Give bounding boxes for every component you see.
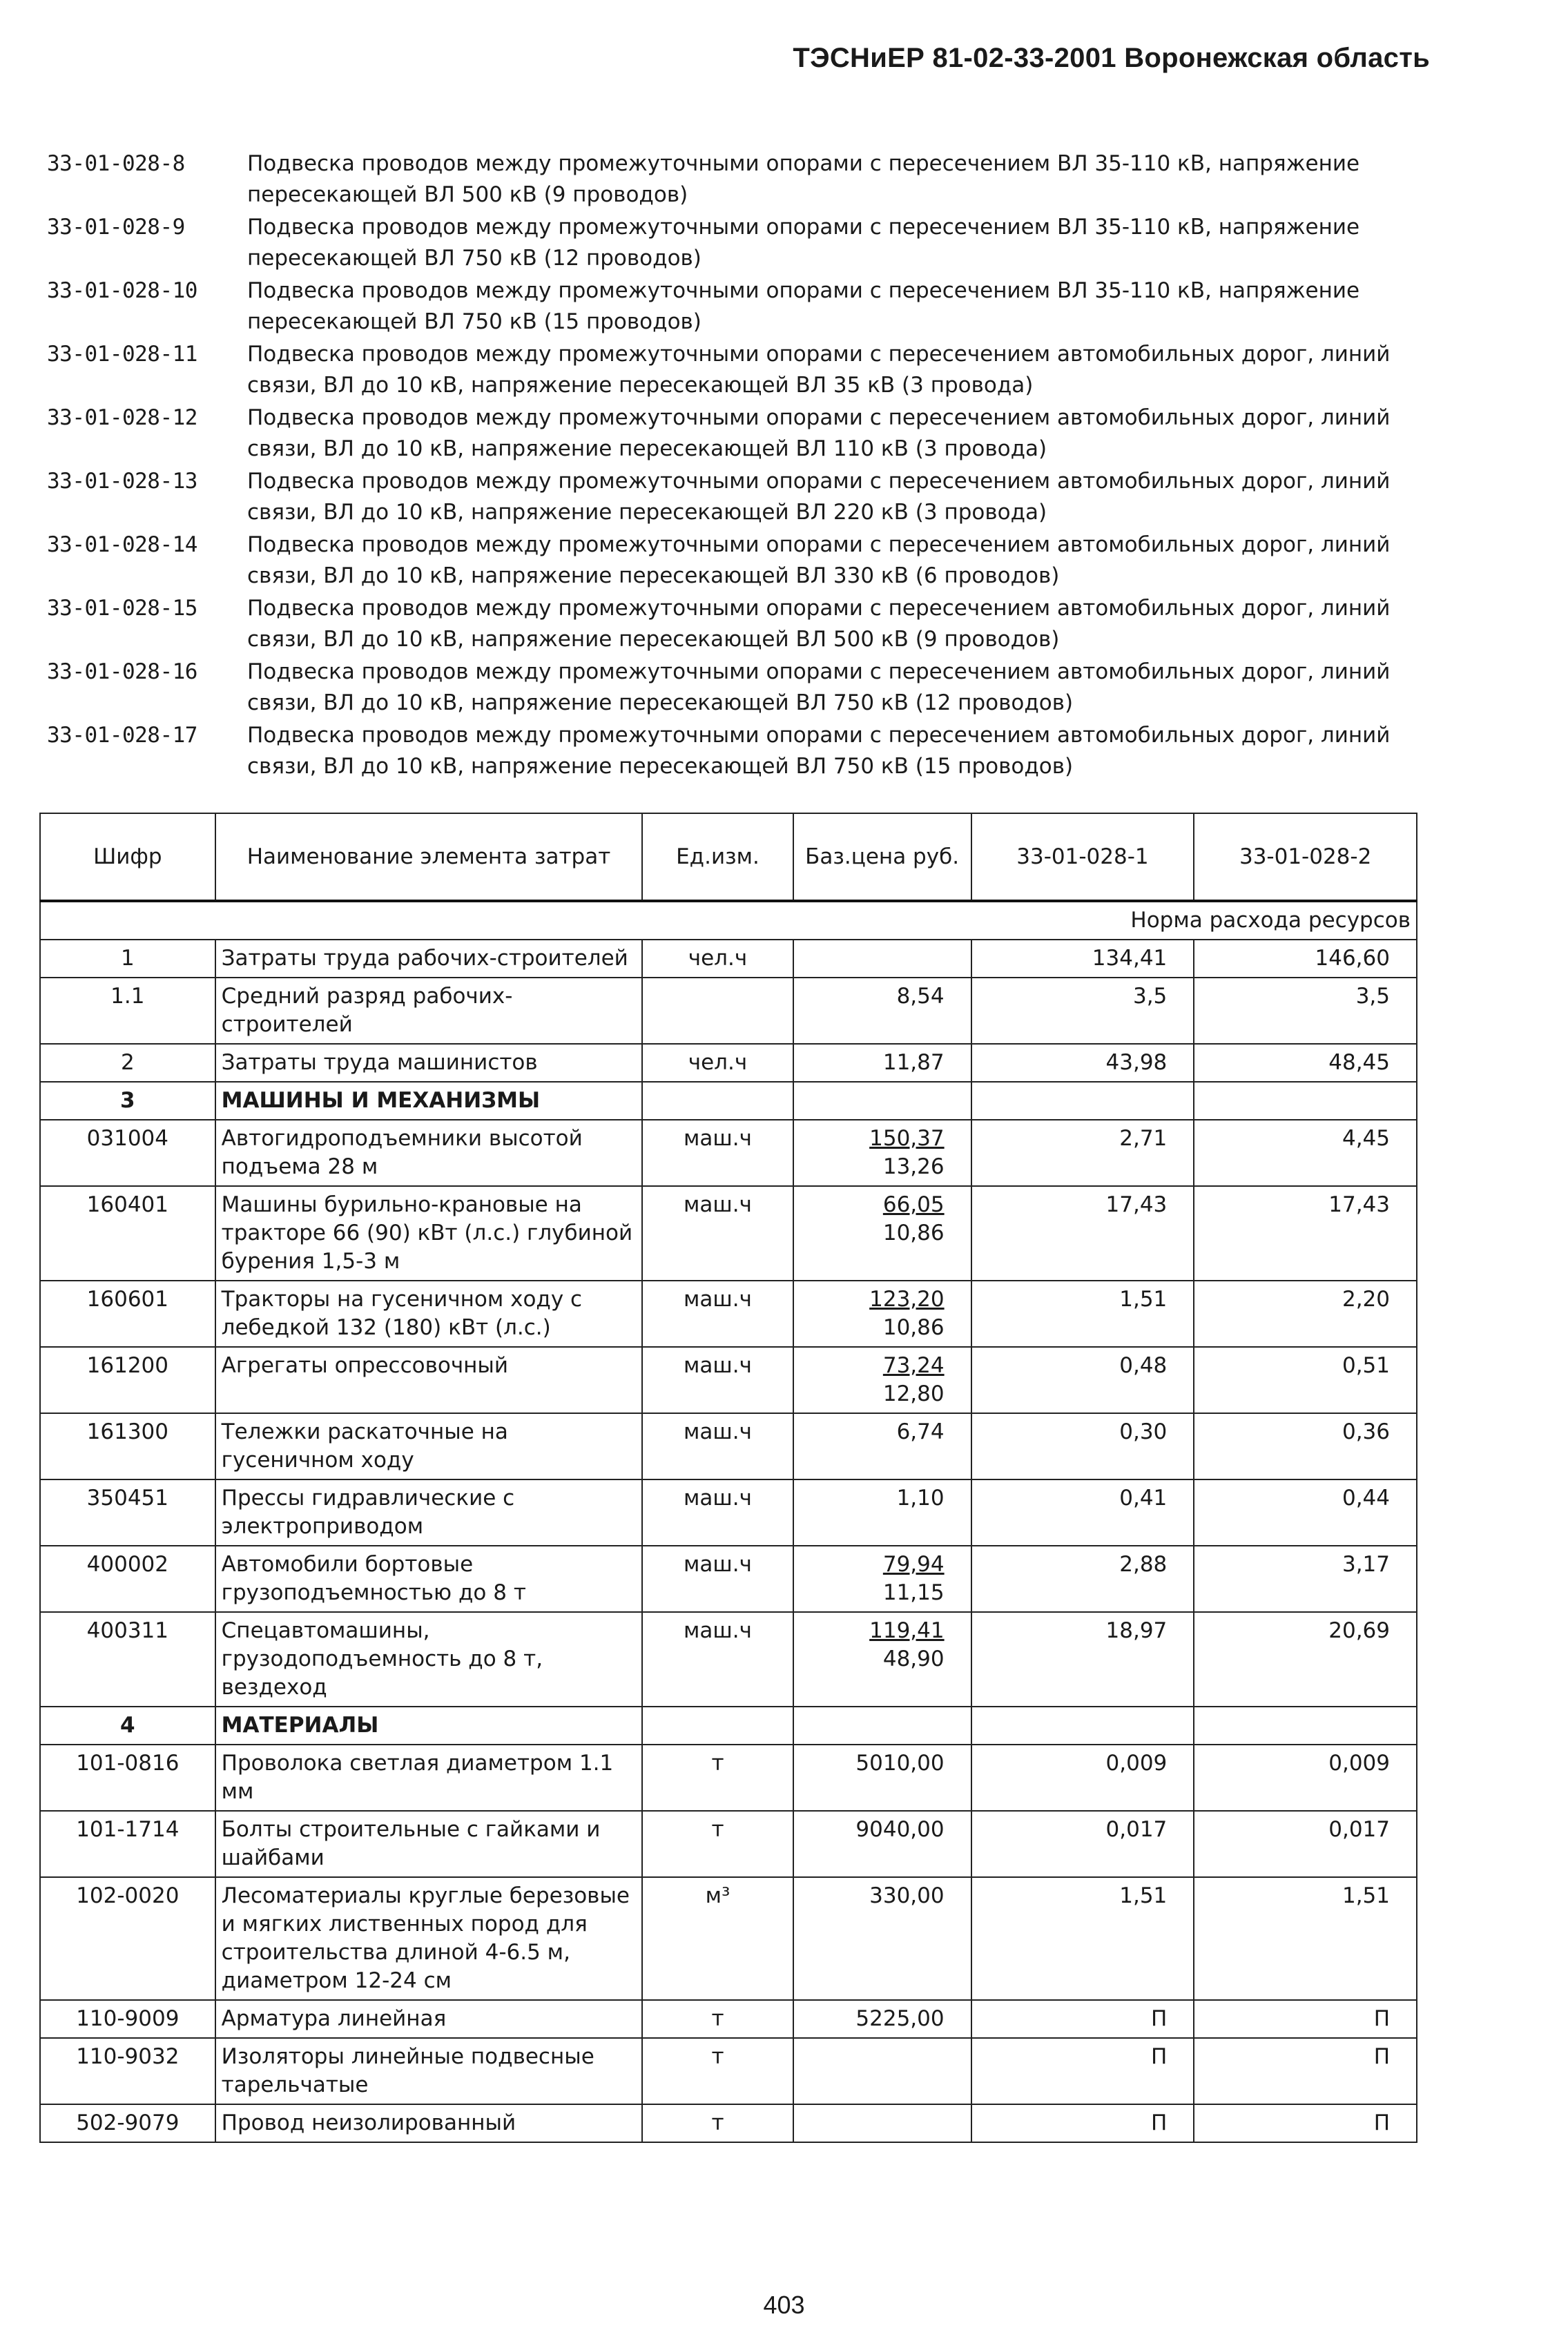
code-list-item [47,466,1421,528]
row-unit: маш.ч [642,1347,793,1413]
row-unit: маш.ч [642,1281,793,1347]
row-v1: 0,009 [971,1745,1194,1811]
row-unit: маш.ч [642,1413,793,1479]
row-code: 400002 [40,1546,215,1612]
code-list-item [47,402,1421,465]
row-v2: 3,17 [1194,1546,1417,1612]
item-code: 33-01-028-15 [47,596,197,621]
row-v2: 4,45 [1194,1120,1417,1186]
table-row [40,1281,1417,1347]
table-row [40,1707,1417,1745]
row-v2: 0,44 [1194,1479,1417,1546]
item-code: 33-01-028-10 [47,278,197,303]
row-unit [642,1082,793,1120]
row-name: Лесоматериалы круглые березовые и мягких лиственных пород для строительства длиной 4-6.5 м, диаметром 12-24 см [215,1877,643,2000]
row-v2: П [1194,2038,1417,2104]
item-code: 33-01-028-17 [47,723,197,748]
row-unit [642,978,793,1044]
row-code: 160401 [40,1186,215,1281]
header-code: Шифр [40,813,215,901]
price-main: 330,00 [869,1883,945,1908]
item-code: 33-01-028-8 [47,151,185,176]
item-description: Подвеска проводов между промежуточными опорами с пересечением автомобильных дорог, линий связи, ВЛ до 10 кВ, напряжение пересекающей ВЛ 110 кВ (3 провода) [247,405,1391,461]
row-code: 101-0816 [40,1745,215,1811]
row-price [793,1347,971,1413]
row-code: 350451 [40,1479,215,1546]
row-v1: П [971,2038,1194,2104]
item-code: 33-01-028-9 [47,215,185,240]
table-row [40,1120,1417,1186]
row-unit: маш.ч [642,1479,793,1546]
table-row [40,1082,1417,1120]
row-code: 161200 [40,1347,215,1413]
row-name: Машины бурильно-крановые на тракторе 66 (90) кВт (л.с.) глубиной бурения 1,5-3 м [215,1186,643,1281]
row-unit [642,1707,793,1745]
item-description: Подвеска проводов между промежуточными опорами с пересечением ВЛ 35-110 кВ, напряжение пересекающей ВЛ 750 кВ (15 проводов) [247,278,1360,334]
price-main: 8,54 [896,984,945,1009]
table-row [40,2104,1417,2142]
row-name: МАТЕРИАЛЫ [215,1707,643,1745]
norm-label: Норма расхода ресурсов [40,901,1417,940]
table-row [40,2000,1417,2038]
row-price [793,1082,971,1120]
row-unit: маш.ч [642,1612,793,1707]
code-list-item [47,148,1421,211]
row-v1: 2,71 [971,1120,1194,1186]
row-name: Агрегаты опрессовочный [215,1347,643,1413]
code-list-item [47,720,1421,782]
row-name: Затраты труда рабочих-строителей [215,940,643,978]
item-description: Подвеска проводов между промежуточными опорами с пересечением автомобильных дорог, линий связи, ВЛ до 10 кВ, напряжение пересекающей ВЛ 500 кВ (9 проводов) [247,596,1391,652]
table-row [40,2038,1417,2104]
code-list-item [47,657,1421,719]
row-unit: т [642,1745,793,1811]
row-v2: 17,43 [1194,1186,1417,1281]
row-unit: чел.ч [642,940,793,978]
price-main: 150,37 [869,1126,945,1151]
row-unit: чел.ч [642,1044,793,1082]
row-code: 3 [40,1082,215,1120]
row-code: 160601 [40,1281,215,1347]
price-main: 66,05 [882,1192,945,1217]
row-v1: 2,88 [971,1546,1194,1612]
row-code: 4 [40,1707,215,1745]
price-secondary: 13,26 [882,1154,945,1179]
row-code: 101-1714 [40,1811,215,1877]
row-v1: 0,41 [971,1479,1194,1546]
row-price [793,2104,971,2142]
table-row [40,1546,1417,1612]
row-name: Проволока светлая диаметром 1.1 мм [215,1745,643,1811]
row-v1: 0,30 [971,1413,1194,1479]
item-description: Подвеска проводов между промежуточными опорами с пересечением ВЛ 35-110 кВ, напряжение пересекающей ВЛ 500 кВ (9 проводов) [247,151,1360,207]
row-v2: 0,51 [1194,1347,1417,1413]
row-unit: т [642,2104,793,2142]
row-v2: П [1194,2000,1417,2038]
price-main: 123,20 [869,1287,945,1312]
row-price [793,1745,971,1811]
price-main: 119,41 [869,1618,945,1643]
table-row [40,1479,1417,1546]
code-list-item [47,530,1421,592]
row-price [793,1044,971,1082]
row-name: Провод неизолированный [215,2104,643,2142]
item-code: 33-01-028-16 [47,659,197,684]
row-v1 [971,1707,1194,1745]
row-v1: 18,97 [971,1612,1194,1707]
row-name: Затраты труда машинистов [215,1044,643,1082]
row-v2: 1,51 [1194,1877,1417,2000]
row-unit: м³ [642,1877,793,2000]
row-code: 400311 [40,1612,215,1707]
item-code: 33-01-028-11 [47,342,197,367]
row-price [793,1877,971,2000]
row-unit: маш.ч [642,1546,793,1612]
code-list [47,148,1421,784]
row-code: 161300 [40,1413,215,1479]
resource-norm-table [39,813,1417,2143]
row-unit: т [642,2038,793,2104]
row-name: Изоляторы линейные подвесные тарельчатые [215,2038,643,2104]
header-price: Баз.цена руб. [793,813,971,901]
row-v1: 43,98 [971,1044,1194,1082]
row-v2: 0,009 [1194,1745,1417,1811]
row-price [793,2038,971,2104]
row-price [793,2000,971,2038]
row-v1 [971,1082,1194,1120]
row-price [793,1479,971,1546]
table-row [40,1745,1417,1811]
row-v2: 20,69 [1194,1612,1417,1707]
row-v2: 0,017 [1194,1811,1417,1877]
item-description: Подвеска проводов между промежуточными опорами с пересечением автомобильных дорог, линий связи, ВЛ до 10 кВ, напряжение пересекающей ВЛ 750 кВ (15 проводов) [247,723,1391,779]
row-v1: 1,51 [971,1281,1194,1347]
table-header-row [40,813,1417,901]
row-price [793,1413,971,1479]
row-v2: 48,45 [1194,1044,1417,1082]
code-list-item [47,275,1421,338]
table-row [40,1413,1417,1479]
row-v1: 0,48 [971,1347,1194,1413]
row-v1: П [971,2000,1194,2038]
row-v2: 146,60 [1194,940,1417,978]
row-name: МАШИНЫ И МЕХАНИЗМЫ [215,1082,643,1120]
price-secondary: 11,15 [882,1580,945,1605]
code-list-item [47,339,1421,401]
row-price [793,1186,971,1281]
price-secondary: 10,86 [882,1315,945,1340]
header-unit: Ед.изм. [642,813,793,901]
price-main: 5225,00 [855,2006,945,2031]
price-main: 5010,00 [855,1751,945,1776]
row-code: 2 [40,1044,215,1082]
row-name: Прессы гидравлические с электроприводом [215,1479,643,1546]
row-v1: 1,51 [971,1877,1194,2000]
price-secondary: 10,86 [882,1221,945,1245]
row-name: Автогидроподъемники высотой подъема 28 м [215,1120,643,1186]
table-row [40,1811,1417,1877]
row-v1: 3,5 [971,978,1194,1044]
row-v2 [1194,1082,1417,1120]
item-code: 33-01-028-14 [47,532,197,557]
price-secondary: 12,80 [882,1381,945,1406]
row-price [793,940,971,978]
row-v2: 3,5 [1194,978,1417,1044]
row-name: Болты строительные с гайками и шайбами [215,1811,643,1877]
price-main: 9040,00 [855,1817,945,1842]
price-main: 1,10 [896,1486,945,1511]
page-number: 403 [763,2291,805,2319]
row-unit: т [642,1811,793,1877]
row-name: Арматура линейная [215,2000,643,2038]
item-description: Подвеска проводов между промежуточными опорами с пересечением автомобильных дорог, линий связи, ВЛ до 10 кВ, напряжение пересекающей ВЛ 750 кВ (12 проводов) [247,659,1391,715]
table-row [40,978,1417,1044]
row-v1: 134,41 [971,940,1194,978]
item-description: Подвеска проводов между промежуточными опорами с пересечением автомобильных дорог, линий связи, ВЛ до 10 кВ, напряжение пересекающей ВЛ 35 кВ (3 провода) [247,342,1391,398]
price-main: 6,74 [896,1419,945,1444]
row-name: Тракторы на гусеничном ходу с лебедкой 132 (180) кВт (л.с.) [215,1281,643,1347]
table-row [40,1612,1417,1707]
row-name: Тележки раскаточные на гусеничном ходу [215,1413,643,1479]
price-main: 79,94 [882,1552,945,1577]
table-row [40,1877,1417,2000]
row-code: 110-9032 [40,2038,215,2104]
norm-label-row [40,901,1417,940]
row-v1: П [971,2104,1194,2142]
row-unit: маш.ч [642,1120,793,1186]
header-v2: 33-01-028-2 [1194,813,1417,901]
row-v2: 2,20 [1194,1281,1417,1347]
header-name: Наименование элемента затрат [215,813,643,901]
item-code: 33-01-028-13 [47,469,197,494]
row-v1: 0,017 [971,1811,1194,1877]
row-v2: П [1194,2104,1417,2142]
row-code: 102-0020 [40,1877,215,2000]
row-price [793,1120,971,1186]
table-row [40,1044,1417,1082]
code-list-item [47,212,1421,274]
row-price [793,1612,971,1707]
item-description: Подвеска проводов между промежуточными опорами с пересечением ВЛ 35-110 кВ, напряжение пересекающей ВЛ 750 кВ (12 проводов) [247,215,1360,271]
row-code: 502-9079 [40,2104,215,2142]
table-row [40,1186,1417,1281]
row-price [793,978,971,1044]
row-name: Средний разряд рабочих-строителей [215,978,643,1044]
price-secondary: 48,90 [882,1647,945,1671]
price-main: 11,87 [882,1050,945,1075]
row-price [793,1707,971,1745]
row-code: 1 [40,940,215,978]
row-name: Автомобили бортовые грузоподъемностью до 8 т [215,1546,643,1612]
table-row [40,940,1417,978]
header-v1: 33-01-028-1 [971,813,1194,901]
item-description: Подвеска проводов между промежуточными опорами с пересечением автомобильных дорог, линий связи, ВЛ до 10 кВ, напряжение пересекающей ВЛ 330 кВ (6 проводов) [247,532,1391,588]
document-header: ТЭСНиЕР 81-02-33-2001 Воронежская область [793,43,1430,73]
row-price [793,1546,971,1612]
row-v2: 0,36 [1194,1413,1417,1479]
row-v2 [1194,1707,1417,1745]
row-code: 031004 [40,1120,215,1186]
row-v1: 17,43 [971,1186,1194,1281]
row-unit: маш.ч [642,1186,793,1281]
row-price [793,1281,971,1347]
price-main: 73,24 [882,1353,945,1378]
item-description: Подвеска проводов между промежуточными опорами с пересечением автомобильных дорог, линий связи, ВЛ до 10 кВ, напряжение пересекающей ВЛ 220 кВ (3 провода) [247,469,1391,525]
code-list-item [47,593,1421,655]
row-code: 110-9009 [40,2000,215,2038]
row-code: 1.1 [40,978,215,1044]
row-unit: т [642,2000,793,2038]
row-name: Спецавтомашины, грузодоподъемность до 8 т, вездеход [215,1612,643,1707]
table-row [40,1347,1417,1413]
item-code: 33-01-028-12 [47,405,197,430]
row-price [793,1811,971,1877]
